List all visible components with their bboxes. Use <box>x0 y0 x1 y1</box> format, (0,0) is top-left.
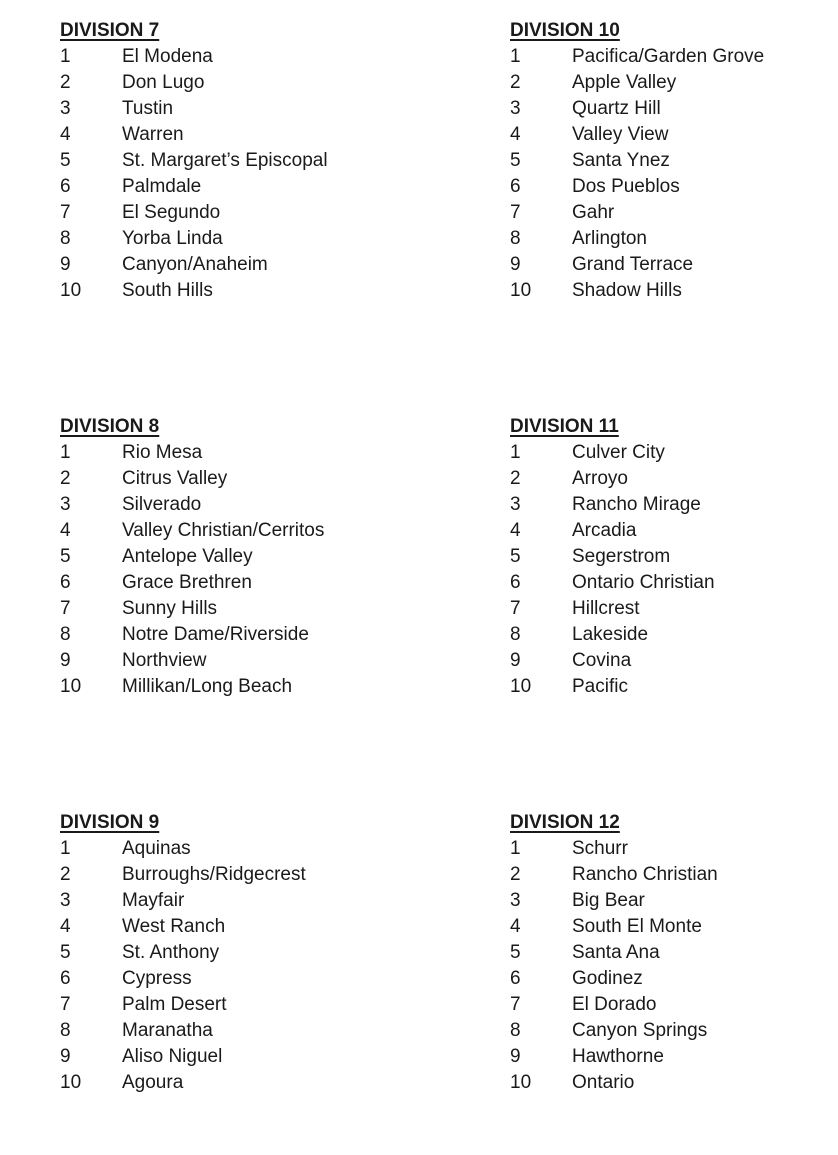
ranking-row <box>510 122 838 148</box>
team-name: Santa Ynez <box>572 150 670 171</box>
ranking-row <box>510 914 838 940</box>
team-name: Aquinas <box>122 838 191 859</box>
team-name: Cypress <box>122 968 192 989</box>
team-rank: 6 <box>60 176 71 197</box>
team-rank: 6 <box>510 572 521 593</box>
ranking-row <box>510 148 838 174</box>
division-9-section <box>60 810 510 1096</box>
team-name: Silverado <box>122 494 202 515</box>
ranking-row <box>60 148 510 174</box>
team-rank: 4 <box>510 124 521 145</box>
ranking-row <box>510 966 838 992</box>
team-name: St. Margaret’s Episcopal <box>122 150 328 171</box>
team-name: Dos Pueblos <box>572 176 680 197</box>
team-name: Rio Mesa <box>122 442 203 463</box>
ranking-list <box>510 440 838 700</box>
ranking-row <box>60 174 510 200</box>
team-name: Valley View <box>572 124 669 145</box>
team-name: Culver City <box>572 442 665 463</box>
team-rank: 5 <box>510 546 521 567</box>
team-name: Grace Brethren <box>122 572 252 593</box>
division-title: DIVISION 12 <box>510 812 620 833</box>
ranking-row <box>60 1044 510 1070</box>
team-name: Millikan/Long Beach <box>122 676 293 697</box>
ranking-list <box>60 836 510 1096</box>
team-rank: 7 <box>60 994 71 1015</box>
left-column <box>60 18 510 1155</box>
ranking-row <box>60 888 510 914</box>
team-rank: 10 <box>510 280 532 301</box>
team-rank: 5 <box>60 150 71 171</box>
ranking-row <box>60 278 510 304</box>
ranking-row <box>510 674 838 700</box>
division-7-section <box>60 18 510 304</box>
team-rank: 8 <box>60 1020 71 1041</box>
team-rank: 7 <box>510 202 521 223</box>
ranking-list <box>510 836 838 1096</box>
ranking-row <box>60 914 510 940</box>
team-rank: 9 <box>60 254 71 275</box>
ranking-row <box>60 966 510 992</box>
team-rank: 2 <box>60 72 71 93</box>
team-rank: 2 <box>510 468 521 489</box>
ranking-row <box>60 836 510 862</box>
team-rank: 10 <box>60 1072 82 1093</box>
team-name: Arcadia <box>572 520 637 541</box>
team-name: Yorba Linda <box>122 228 223 249</box>
team-name: El Modena <box>122 46 213 67</box>
team-rank: 7 <box>510 994 521 1015</box>
team-rank: 9 <box>60 650 71 671</box>
team-rank: 1 <box>60 46 71 67</box>
team-rank: 7 <box>510 598 521 619</box>
team-name: Grand Terrace <box>572 254 694 275</box>
team-name: Big Bear <box>572 890 645 911</box>
team-rank: 3 <box>510 98 521 119</box>
team-rank: 2 <box>60 864 71 885</box>
team-rank: 3 <box>510 890 521 911</box>
team-name: Sunny Hills <box>122 598 218 619</box>
ranking-row <box>510 888 838 914</box>
team-name: Tustin <box>122 98 174 119</box>
ranking-row <box>60 466 510 492</box>
team-rank: 3 <box>60 494 71 515</box>
team-name: Notre Dame/Riverside <box>122 624 309 645</box>
team-name: Aliso Niguel <box>122 1046 223 1067</box>
ranking-row <box>60 940 510 966</box>
team-name: Lakeside <box>572 624 649 645</box>
team-rank: 8 <box>510 1020 521 1041</box>
ranking-row <box>60 862 510 888</box>
division-title: DIVISION 9 <box>60 812 160 833</box>
team-name: Covina <box>572 650 632 671</box>
ranking-row <box>510 466 838 492</box>
team-name: Pacifica/Garden Grove <box>572 46 765 67</box>
team-rank: 5 <box>60 942 71 963</box>
division-11-section <box>510 414 838 700</box>
ranking-row <box>510 836 838 862</box>
team-rank: 4 <box>60 520 71 541</box>
division-12-section <box>510 810 838 1096</box>
team-rank: 1 <box>510 838 521 859</box>
ranking-row <box>510 862 838 888</box>
team-name: Mayfair <box>122 890 185 911</box>
team-name: Arlington <box>572 228 647 249</box>
team-name: Schurr <box>572 838 628 859</box>
ranking-row <box>510 1044 838 1070</box>
team-name: Hawthorne <box>572 1046 664 1067</box>
ranking-list <box>60 44 510 304</box>
ranking-row <box>60 70 510 96</box>
ranking-row <box>510 44 838 70</box>
ranking-row <box>60 596 510 622</box>
ranking-list <box>60 440 510 700</box>
team-name: Palm Desert <box>122 994 227 1015</box>
division-title: DIVISION 11 <box>510 416 619 437</box>
division-title: DIVISION 10 <box>510 20 620 41</box>
team-name: Warren <box>122 124 184 145</box>
ranking-row <box>510 252 838 278</box>
team-rank: 6 <box>60 968 71 989</box>
team-rank: 2 <box>510 72 521 93</box>
team-rank: 3 <box>60 98 71 119</box>
team-rank: 10 <box>510 676 532 697</box>
team-name: Valley Christian/Cerritos <box>122 520 325 541</box>
team-name: Northview <box>122 650 207 671</box>
ranking-row <box>60 96 510 122</box>
right-column <box>510 18 838 1155</box>
team-rank: 9 <box>510 650 521 671</box>
team-rank: 9 <box>510 1046 521 1067</box>
team-name: Maranatha <box>122 1020 213 1041</box>
team-rank: 4 <box>60 124 71 145</box>
team-rank: 8 <box>510 228 521 249</box>
team-name: Quartz Hill <box>572 98 661 119</box>
team-name: Agoura <box>122 1072 184 1093</box>
team-name: St. Anthony <box>122 942 220 963</box>
team-name: Canyon/Anaheim <box>122 254 268 275</box>
team-name: Rancho Christian <box>572 864 718 885</box>
ranking-row <box>60 440 510 466</box>
team-rank: 2 <box>60 468 71 489</box>
team-name: Hillcrest <box>572 598 640 619</box>
ranking-row <box>60 570 510 596</box>
team-rank: 1 <box>510 46 521 67</box>
ranking-row <box>60 1018 510 1044</box>
ranking-row <box>60 252 510 278</box>
team-name: El Segundo <box>122 202 221 223</box>
ranking-row <box>510 96 838 122</box>
team-rank: 4 <box>60 916 71 937</box>
ranking-row <box>60 648 510 674</box>
ranking-row <box>60 992 510 1018</box>
team-rank: 9 <box>510 254 521 275</box>
ranking-row <box>510 226 838 252</box>
team-rank: 5 <box>510 942 521 963</box>
team-rank: 10 <box>60 280 82 301</box>
division-title: DIVISION 7 <box>60 20 160 41</box>
ranking-row <box>510 940 838 966</box>
team-name: West Ranch <box>122 916 226 937</box>
ranking-row <box>510 1070 838 1096</box>
team-rank: 1 <box>60 442 71 463</box>
ranking-row <box>60 1070 510 1096</box>
ranking-row <box>60 226 510 252</box>
ranking-row <box>60 492 510 518</box>
ranking-row <box>60 622 510 648</box>
division-title: DIVISION 8 <box>60 416 160 437</box>
team-name: Gahr <box>572 202 615 223</box>
team-rank: 6 <box>510 176 521 197</box>
team-name: Arroyo <box>572 468 628 489</box>
team-name: Santa Ana <box>572 942 660 963</box>
team-rank: 1 <box>60 838 71 859</box>
ranking-row <box>60 200 510 226</box>
ranking-row <box>510 622 838 648</box>
team-name: Burroughs/Ridgecrest <box>122 864 306 885</box>
team-name: Pacific <box>572 676 628 697</box>
team-rank: 8 <box>60 624 71 645</box>
ranking-row <box>510 492 838 518</box>
team-rank: 7 <box>60 202 71 223</box>
team-rank: 7 <box>60 598 71 619</box>
team-rank: 10 <box>510 1072 532 1093</box>
ranking-row <box>60 44 510 70</box>
team-rank: 6 <box>60 572 71 593</box>
ranking-row <box>510 174 838 200</box>
team-name: Palmdale <box>122 176 202 197</box>
ranking-row <box>510 70 838 96</box>
team-rank: 4 <box>510 916 521 937</box>
team-rank: 8 <box>60 228 71 249</box>
ranking-row <box>510 596 838 622</box>
division-10-section <box>510 18 838 304</box>
team-name: Canyon Springs <box>572 1020 708 1041</box>
ranking-row <box>510 1018 838 1044</box>
team-rank: 10 <box>60 676 82 697</box>
team-name: Don Lugo <box>122 72 205 93</box>
ranking-row <box>60 674 510 700</box>
team-name: Shadow Hills <box>572 280 682 301</box>
team-rank: 3 <box>510 494 521 515</box>
ranking-row <box>510 278 838 304</box>
team-name: South Hills <box>122 280 213 301</box>
ranking-row <box>510 570 838 596</box>
team-name: Antelope Valley <box>122 546 253 567</box>
team-rank: 9 <box>60 1046 71 1067</box>
team-name: Citrus Valley <box>122 468 228 489</box>
team-rank: 8 <box>510 624 521 645</box>
ranking-row <box>60 544 510 570</box>
team-rank: 4 <box>510 520 521 541</box>
team-name: Segerstrom <box>572 546 671 567</box>
team-name: Ontario <box>572 1072 635 1093</box>
team-name: El Dorado <box>572 994 657 1015</box>
team-rank: 5 <box>60 546 71 567</box>
team-name: Apple Valley <box>572 72 677 93</box>
ranking-row <box>60 122 510 148</box>
ranking-row <box>510 648 838 674</box>
ranking-row <box>510 518 838 544</box>
ranking-row <box>510 544 838 570</box>
team-rank: 1 <box>510 442 521 463</box>
division-8-section <box>60 414 510 700</box>
ranking-row <box>510 440 838 466</box>
team-rank: 6 <box>510 968 521 989</box>
ranking-row <box>510 992 838 1018</box>
team-name: Godinez <box>572 968 643 989</box>
team-rank: 3 <box>60 890 71 911</box>
ranking-row <box>60 518 510 544</box>
ranking-row <box>510 200 838 226</box>
team-name: South El Monte <box>572 916 702 937</box>
team-name: Ontario Christian <box>572 572 715 593</box>
team-name: Rancho Mirage <box>572 494 701 515</box>
team-rank: 2 <box>510 864 521 885</box>
ranking-list <box>510 44 838 304</box>
team-rank: 5 <box>510 150 521 171</box>
